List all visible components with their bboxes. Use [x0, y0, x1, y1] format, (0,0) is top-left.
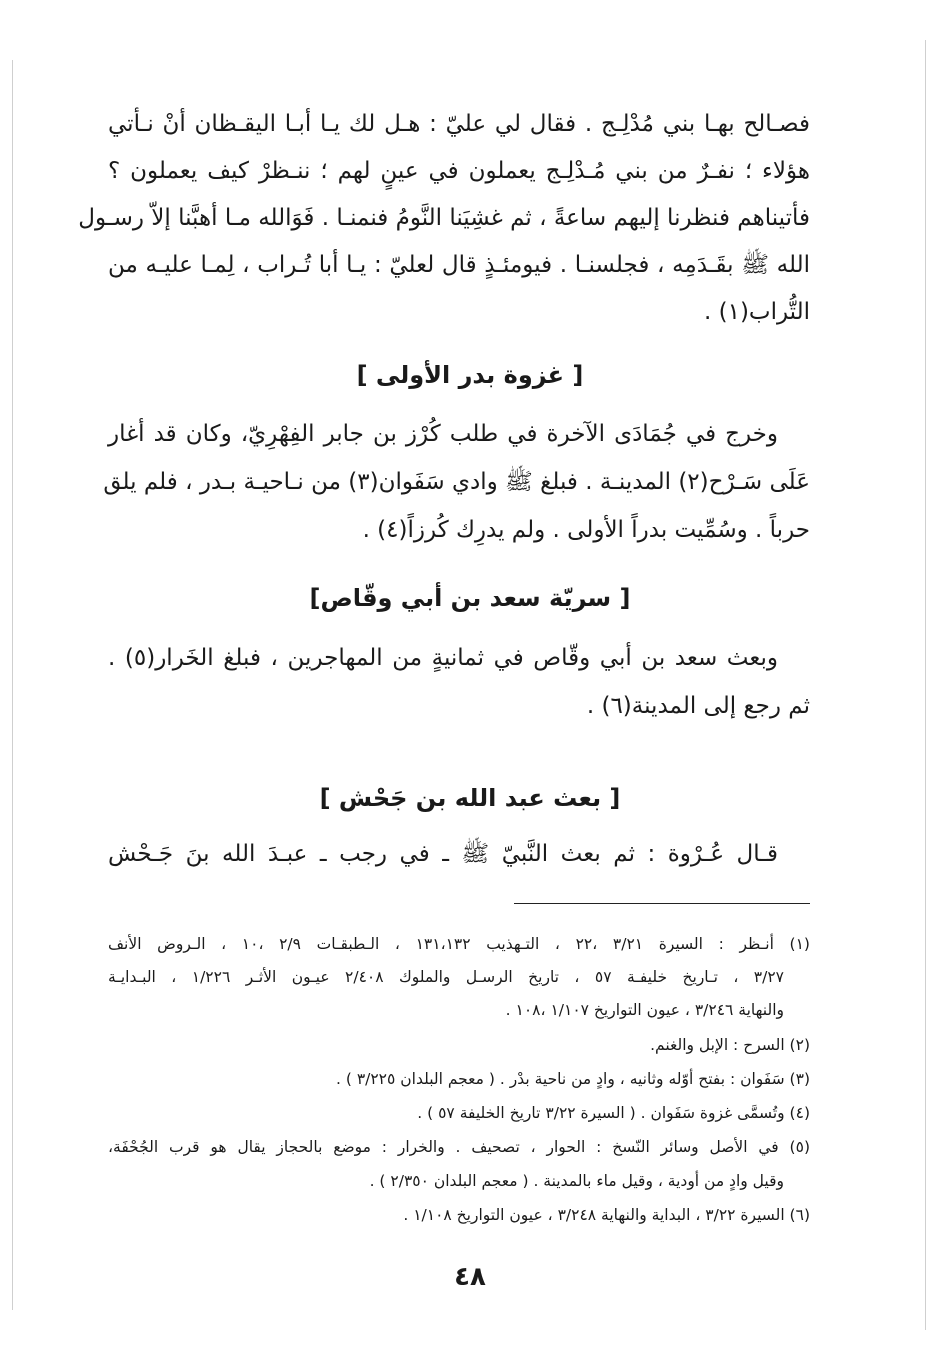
section-heading: [ سريّة سعد بن أبي وقّاص]	[309, 584, 631, 612]
scan-edge-mark	[12, 60, 13, 1310]
footnote-line: (٥) في الأصل وسائر النّسخ : الحوار ، تصحيف . والخرار : موضع بالحجاز يقال هو قرب الجُحْفَة،	[108, 1138, 810, 1156]
body-text-line: هؤلاء ؛ نفـرٌ من بني مُـدْلِـج يعملون في عينٍ لهم ؛ ننـظرْ كيف يعملون ؟	[108, 158, 810, 184]
footnote-line: (٣) سَفَوان : بفتح أوّله وثانيه ، وادٍ من ناحية بدْر . ( معجم البلدان ٣/٢٢٥ ) .	[335, 1070, 810, 1088]
body-text-line: التُّراب(١) .	[703, 299, 810, 325]
footnote-separator	[514, 903, 810, 904]
scan-edge-mark	[925, 40, 926, 1330]
footnote-line: (١) أنـظر : السيرة ٣/٢١ ،٢٢ ، التـهذيب ١٣١،١٣٢ ، الـطبقـات ٢/٩ ،١٠ ، الـروض الأنف	[108, 935, 810, 953]
section-heading: [ غزوة بدر الأولى ]	[356, 361, 584, 389]
body-text-line: الله ﷺ بقَـدَمِه ، فجلسنـا . فيومئـذٍ قال لعليّ : يـا أبا تُـراب ، لِمـا عليـه من	[108, 252, 810, 278]
body-text-line: حرباً . وسُمِّيت بدراً الأولى . ولم يدرِك كُرزاً(٤) .	[362, 517, 810, 543]
body-text-line: ثم رجع إلى المدينة(٦) .	[586, 693, 810, 719]
footnote-line: (٤) وتُسمَّى غزوة سَفَوان . ( السيرة ٣/٢٢ تاريخ الخليفة ٥٧ ) .	[417, 1104, 810, 1122]
body-text-line: فأتيناهم فنظرنا إليهم ساعةً ، ثم غشِيَنا النَّومُ فنمنـا . فَوَالله مـا أهبَّنا إلاّ رسـول	[78, 205, 810, 231]
body-text-line: قـال عُـرْوة : ثم بعث النَّبيّ ﷺ ـ في رجب ـ عبـدَ الله بنَ جَـحْش	[108, 841, 778, 867]
footnote-line: والنهاية ٣/٢٤٦ ، عيون التواريخ ١/١٠٧ ،١٠٨ .	[505, 1001, 784, 1019]
body-text-line: عَلَى سَـرْح(٢) المدينـة . فبلغ ﷺ وادي سَفَوان(٣) من نـاحيـة بـدر ، فلم يلق	[103, 469, 810, 495]
body-text-line: وخرج في جُمَادَى الآخرة في طلب كُرْز بن جابر الفِهْرِيّ، وكان قد أغار	[108, 421, 778, 447]
footnote-line: ٣/٢٧ ، تـاريخ خليفـة ٥٧ ، تاريخ الرسـل والملوك ٢/٤٠٨ عيـون الأثـر ١/٢٢٦ ، البـدايـة	[108, 968, 784, 986]
footnote-line: (٢) السرح : الإبل والغنم.	[650, 1036, 810, 1054]
body-text-line: فصـالح بهـا بني مُدْلِـج . فقال لي عليّ : هـل لك يـا أبـا اليقـظان أنْ نـأتي	[108, 111, 810, 137]
footnote-line: (٦) السيرة ٣/٢٢ ، البداية والنهاية ٣/٢٤٨ ، عيون التواريخ ١/١٠٨ .	[403, 1206, 810, 1224]
section-heading: [ بعث عبد الله بن جَحْش ]	[319, 784, 621, 812]
footnote-line: وقيل وادٍ من أودية ، وقيل ماء بالمدينة . ( معجم البلدان ٢/٣٥٠ ) .	[369, 1172, 784, 1190]
body-text-line: وبعث سعد بن أبي وقّاص في ثمانيةٍ من المهاجرين ، فبلغ الخَرار(٥) .	[108, 645, 778, 671]
page-number: ٤٨	[454, 1262, 486, 1292]
